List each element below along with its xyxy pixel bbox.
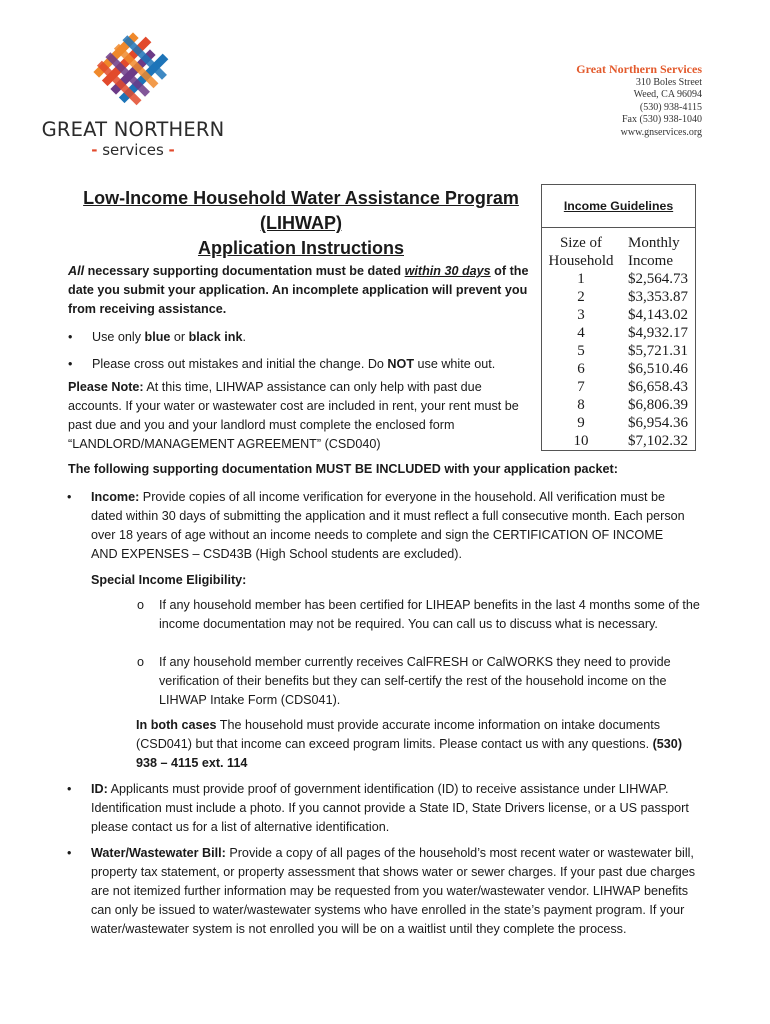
bullet-ink bbox=[68, 328, 537, 347]
org-phone: (530) 938-4115 bbox=[639, 101, 702, 113]
household-size: 7 bbox=[577, 379, 585, 395]
col-income-header-1: Monthly bbox=[628, 235, 680, 251]
required-documentation-heading: The following supporting documentation MUST BE INCLUDED with your application packet: bbox=[68, 462, 618, 476]
income-item bbox=[67, 488, 691, 564]
household-size: 6 bbox=[577, 361, 585, 377]
cross-not: NOT bbox=[387, 357, 415, 371]
monthly-income: $3,353.87 bbox=[628, 289, 688, 305]
monthly-income: $2,564.73 bbox=[628, 271, 688, 287]
org-website[interactable]: www.gnservices.org bbox=[620, 126, 702, 138]
cross-prefix: Please cross out mistakes and initial the change. Do bbox=[92, 357, 388, 371]
bullet-dot: • bbox=[67, 782, 72, 796]
intro-text-1: necessary supporting documentation must be dated bbox=[84, 264, 405, 278]
table-row bbox=[542, 270, 696, 288]
title-line-instructions: Application Instructions bbox=[197, 238, 404, 258]
monthly-income: $5,721.31 bbox=[628, 343, 688, 359]
monthly-income: $6,658.43 bbox=[628, 379, 688, 395]
ink-prefix: Use only bbox=[92, 330, 145, 344]
table-row bbox=[542, 306, 696, 324]
table-row bbox=[542, 288, 696, 306]
org-address-block bbox=[576, 62, 702, 139]
table-row bbox=[542, 432, 696, 451]
bullet-dot: • bbox=[67, 490, 72, 504]
ink-or: or bbox=[170, 330, 189, 344]
intro-paragraph bbox=[68, 262, 536, 319]
contact-phone: (530) 938 – 4115 ext. 114 bbox=[136, 737, 683, 770]
sub-item-text: If any household member has been certified for LIHEAP benefits in the last 4 months some of the income documentation may not be required. You can call us to discuss what is necessary. bbox=[159, 598, 700, 631]
circle-bullet: o bbox=[137, 655, 145, 669]
logo-dash-left: - bbox=[91, 141, 98, 159]
id-item bbox=[67, 780, 701, 837]
monthly-income: $6,510.46 bbox=[628, 361, 688, 377]
col-household-header-2: Household bbox=[548, 253, 614, 269]
table-row bbox=[542, 324, 696, 342]
table-row bbox=[542, 396, 696, 414]
please-note-paragraph bbox=[68, 378, 528, 454]
logo-dash-right: - bbox=[168, 141, 175, 159]
water-text: Provide a copy of all pages of the household’s most recent water or wastewater bill, property tax statement, or property assessment that shows water or sewer charges. If your past due charges are not itemized further information may be requested from you water/wastewater vendor. LIHWAP benefits can only be issued to water/wastewater systems who have enrolled in the state’s payment program. If your water/wastewater system is not enrolled you will be on a waitlist until they complete the process. bbox=[91, 846, 696, 936]
table-header-row bbox=[542, 234, 696, 252]
org-city: Weed, CA 96094 bbox=[633, 89, 702, 101]
monthly-income: $6,954.36 bbox=[628, 415, 688, 431]
logo-services-text: services bbox=[102, 141, 164, 159]
col-household-header-1: Size of bbox=[559, 235, 603, 251]
great-northern-logo bbox=[38, 30, 228, 160]
circle-bullet: o bbox=[137, 598, 145, 612]
id-label: ID: bbox=[91, 782, 108, 796]
ink-end: . bbox=[242, 330, 246, 344]
bullet-dot: • bbox=[68, 357, 73, 371]
monthly-income: $4,143.02 bbox=[628, 307, 688, 323]
woven-squares-logo-icon bbox=[93, 30, 173, 120]
special-income-item-calfresh bbox=[137, 653, 704, 710]
income-text: Provide copies of all income verification for everyone in the household. All verification must be dated within 30 days of submitting the application and it must reflect a full consecutive month. Each person over 18 years of age without an income needs to complete and sign the CERTIFICATION OF INCOME AND EXPENSES – CSD43B (High School students are excluded). bbox=[91, 490, 685, 561]
ink-blue: blue bbox=[144, 330, 171, 344]
special-income-item-liheap bbox=[137, 596, 704, 634]
sub-item-text: If any household member currently receives CalFRESH or CalWORKS they need to provide verification of their benefits but they can self-certify the rest of the household income on the LIHWAP Intake Form (CDS041). bbox=[159, 655, 671, 707]
col-income-header-2: Income bbox=[628, 253, 673, 269]
household-size: 9 bbox=[577, 415, 585, 431]
intro-text-2: of the date you submit your application. An incomplete application will prevent you from receiving assistance. bbox=[68, 264, 529, 316]
org-name: Great Northern Services bbox=[576, 62, 702, 76]
special-income-heading: Special Income Eligibility: bbox=[91, 573, 247, 587]
document-title bbox=[60, 186, 542, 261]
note-text: At this time, LIHWAP assistance can only help with past due accounts. If your water or wastewater cost are included in rent, your rent must be past due and you and your landlord must complete the enclosed form “LANDLORD/MANAGEMENT AGREEMENT” (CSD040) bbox=[68, 380, 519, 451]
water-bill-item bbox=[67, 844, 703, 939]
title-line-acronym: (LIHWAP) bbox=[260, 213, 342, 233]
org-street: 310 Boles Street bbox=[635, 77, 702, 88]
table-header-row bbox=[542, 252, 696, 270]
household-size: 2 bbox=[577, 289, 585, 305]
logo-subtitle bbox=[38, 141, 228, 159]
bullet-dot: • bbox=[68, 330, 73, 344]
income-guidelines-heading: Income Guidelines bbox=[542, 185, 696, 228]
monthly-income: $7,102.32 bbox=[628, 433, 688, 449]
title-line-program: Low-Income Household Water Assistance Program bbox=[83, 188, 519, 208]
monthly-income: $4,932.17 bbox=[628, 325, 688, 341]
household-size: 4 bbox=[577, 325, 585, 341]
cross-end: use white out. bbox=[414, 357, 496, 371]
intro-all: All bbox=[68, 264, 85, 278]
both-cases-paragraph bbox=[136, 716, 684, 773]
income-guidelines-table bbox=[541, 184, 696, 451]
income-label: Income: bbox=[91, 490, 140, 504]
monthly-income: $6,806.39 bbox=[628, 397, 688, 413]
intro-within: within 30 days bbox=[404, 264, 491, 278]
both-cases-label: In both cases bbox=[136, 718, 217, 732]
water-label: Water/Wastewater Bill: bbox=[91, 846, 226, 860]
note-label: Please Note: bbox=[68, 380, 144, 394]
household-size: 10 bbox=[573, 433, 589, 449]
ink-black: black ink bbox=[188, 330, 243, 344]
bullet-dot: • bbox=[67, 846, 72, 860]
household-size: 8 bbox=[577, 397, 585, 413]
household-size: 3 bbox=[577, 307, 585, 323]
both-cases-text: The household must provide accurate income information on intake documents (CSD041) but that income can exceed program limits. Please contact us with any questions. bbox=[136, 718, 661, 751]
table-row bbox=[542, 342, 696, 360]
logo-wordmark: GREAT NORTHERN bbox=[41, 118, 225, 141]
household-size: 1 bbox=[577, 271, 585, 287]
org-fax: Fax (530) 938-1040 bbox=[622, 114, 702, 126]
table-row bbox=[542, 378, 696, 396]
household-size: 5 bbox=[577, 343, 585, 359]
table-row bbox=[542, 360, 696, 378]
id-text: Applicants must provide proof of government identification (ID) to receive assistance under LIHWAP. Identification must include a photo. If you cannot provide a State ID, State Drivers license, or a US passport please contact us for a list of alternative identification. bbox=[91, 782, 689, 834]
table-row bbox=[542, 414, 696, 432]
bullet-cross-out bbox=[68, 355, 542, 374]
